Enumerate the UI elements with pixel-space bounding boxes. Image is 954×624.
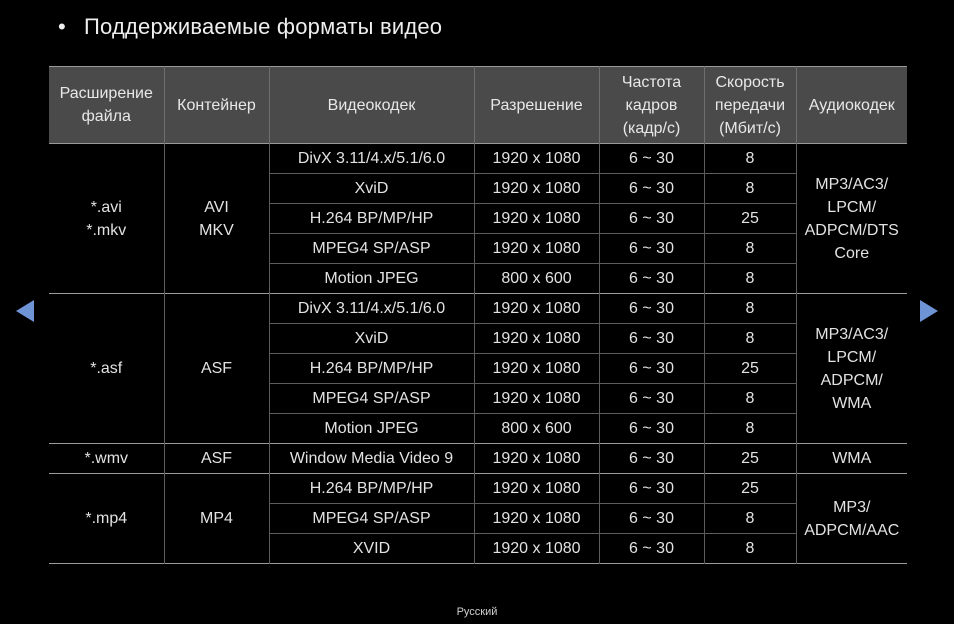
cell-bitrate: 25	[704, 444, 796, 474]
cell-frame-rate: 6 ~ 30	[599, 264, 704, 294]
bullet-icon: •	[58, 14, 66, 39]
cell-extension: *.avi *.mkv	[49, 144, 164, 294]
cell-resolution: 1920 x 1080	[474, 444, 599, 474]
cell-resolution: 1920 x 1080	[474, 234, 599, 264]
cell-extension: *.asf	[49, 294, 164, 444]
cell-extension: *.wmv	[49, 444, 164, 474]
cell-frame-rate: 6 ~ 30	[599, 174, 704, 204]
cell-audio-codec: MP3/AC3/ LPCM/ ADPCM/DTS Core	[796, 144, 907, 294]
cell-container: ASF	[164, 294, 269, 444]
cell-bitrate: 8	[704, 504, 796, 534]
cell-frame-rate: 6 ~ 30	[599, 384, 704, 414]
cell-resolution: 1920 x 1080	[474, 294, 599, 324]
cell-resolution: 1920 x 1080	[474, 384, 599, 414]
cell-bitrate: 25	[704, 354, 796, 384]
cell-bitrate: 8	[704, 144, 796, 174]
table-row	[49, 294, 907, 324]
cell-video-codec: XVID	[269, 534, 474, 564]
cell-resolution: 1920 x 1080	[474, 174, 599, 204]
page-title	[58, 14, 442, 40]
cell-frame-rate: 6 ~ 30	[599, 144, 704, 174]
header-frame-rate: Частота кадров (кадр/с)	[599, 67, 704, 144]
cell-frame-rate: 6 ~ 30	[599, 294, 704, 324]
cell-resolution: 1920 x 1080	[474, 504, 599, 534]
cell-resolution: 1920 x 1080	[474, 324, 599, 354]
video-formats-table	[49, 66, 907, 564]
page-title-text: Поддерживаемые форматы видео	[84, 14, 443, 39]
cell-container: MP4	[164, 474, 269, 564]
cell-video-codec: Motion JPEG	[269, 414, 474, 444]
cell-frame-rate: 6 ~ 30	[599, 234, 704, 264]
cell-bitrate: 8	[704, 414, 796, 444]
cell-video-codec: Motion JPEG	[269, 264, 474, 294]
cell-bitrate: 25	[704, 204, 796, 234]
cell-frame-rate: 6 ~ 30	[599, 504, 704, 534]
cell-container: AVI MKV	[164, 144, 269, 294]
cell-frame-rate: 6 ~ 30	[599, 204, 704, 234]
cell-extension: *.mp4	[49, 474, 164, 564]
header-resolution: Разрешение	[474, 67, 599, 144]
cell-resolution: 1920 x 1080	[474, 534, 599, 564]
cell-resolution: 1920 x 1080	[474, 144, 599, 174]
cell-resolution: 800 x 600	[474, 264, 599, 294]
cell-bitrate: 25	[704, 474, 796, 504]
table-header-row	[49, 67, 907, 144]
cell-bitrate: 8	[704, 234, 796, 264]
header-container: Контейнер	[164, 67, 269, 144]
cell-video-codec: XviD	[269, 324, 474, 354]
cell-bitrate: 8	[704, 324, 796, 354]
header-audio-codec: Аудиокодек	[796, 67, 907, 144]
cell-video-codec: H.264 BP/MP/HP	[269, 204, 474, 234]
cell-video-codec: DivX 3.11/4.x/5.1/6.0	[269, 144, 474, 174]
cell-bitrate: 8	[704, 264, 796, 294]
header-extension: Расширение файла	[49, 67, 164, 144]
table-row	[49, 144, 907, 174]
cell-video-codec: H.264 BP/MP/HP	[269, 474, 474, 504]
cell-frame-rate: 6 ~ 30	[599, 534, 704, 564]
header-bitrate: Скорость передачи (Мбит/с)	[704, 67, 796, 144]
cell-video-codec: MPEG4 SP/ASP	[269, 234, 474, 264]
cell-bitrate: 8	[704, 384, 796, 414]
cell-video-codec: XviD	[269, 174, 474, 204]
cell-frame-rate: 6 ~ 30	[599, 354, 704, 384]
table-row	[49, 444, 907, 474]
cell-video-codec: DivX 3.11/4.x/5.1/6.0	[269, 294, 474, 324]
cell-audio-codec: MP3/AC3/ LPCM/ ADPCM/ WMA	[796, 294, 907, 444]
cell-frame-rate: 6 ~ 30	[599, 444, 704, 474]
cell-frame-rate: 6 ~ 30	[599, 474, 704, 504]
cell-frame-rate: 6 ~ 30	[599, 324, 704, 354]
triangle-left-icon[interactable]	[16, 300, 34, 322]
cell-video-codec: MPEG4 SP/ASP	[269, 384, 474, 414]
cell-resolution: 800 x 600	[474, 414, 599, 444]
cell-video-codec: H.264 BP/MP/HP	[269, 354, 474, 384]
cell-audio-codec: WMA	[796, 444, 907, 474]
cell-audio-codec: MP3/ ADPCM/AAC	[796, 474, 907, 564]
cell-bitrate: 8	[704, 174, 796, 204]
cell-resolution: 1920 x 1080	[474, 474, 599, 504]
footer-language: Русский	[456, 606, 498, 618]
cell-frame-rate: 6 ~ 30	[599, 414, 704, 444]
cell-bitrate: 8	[704, 534, 796, 564]
cell-bitrate: 8	[704, 294, 796, 324]
cell-container: ASF	[164, 444, 269, 474]
header-video-codec: Видеокодек	[269, 67, 474, 144]
cell-resolution: 1920 x 1080	[474, 354, 599, 384]
cell-video-codec: Window Media Video 9	[269, 444, 474, 474]
cell-video-codec: MPEG4 SP/ASP	[269, 504, 474, 534]
table-row	[49, 474, 907, 504]
cell-resolution: 1920 x 1080	[474, 204, 599, 234]
triangle-right-icon[interactable]	[920, 300, 938, 322]
